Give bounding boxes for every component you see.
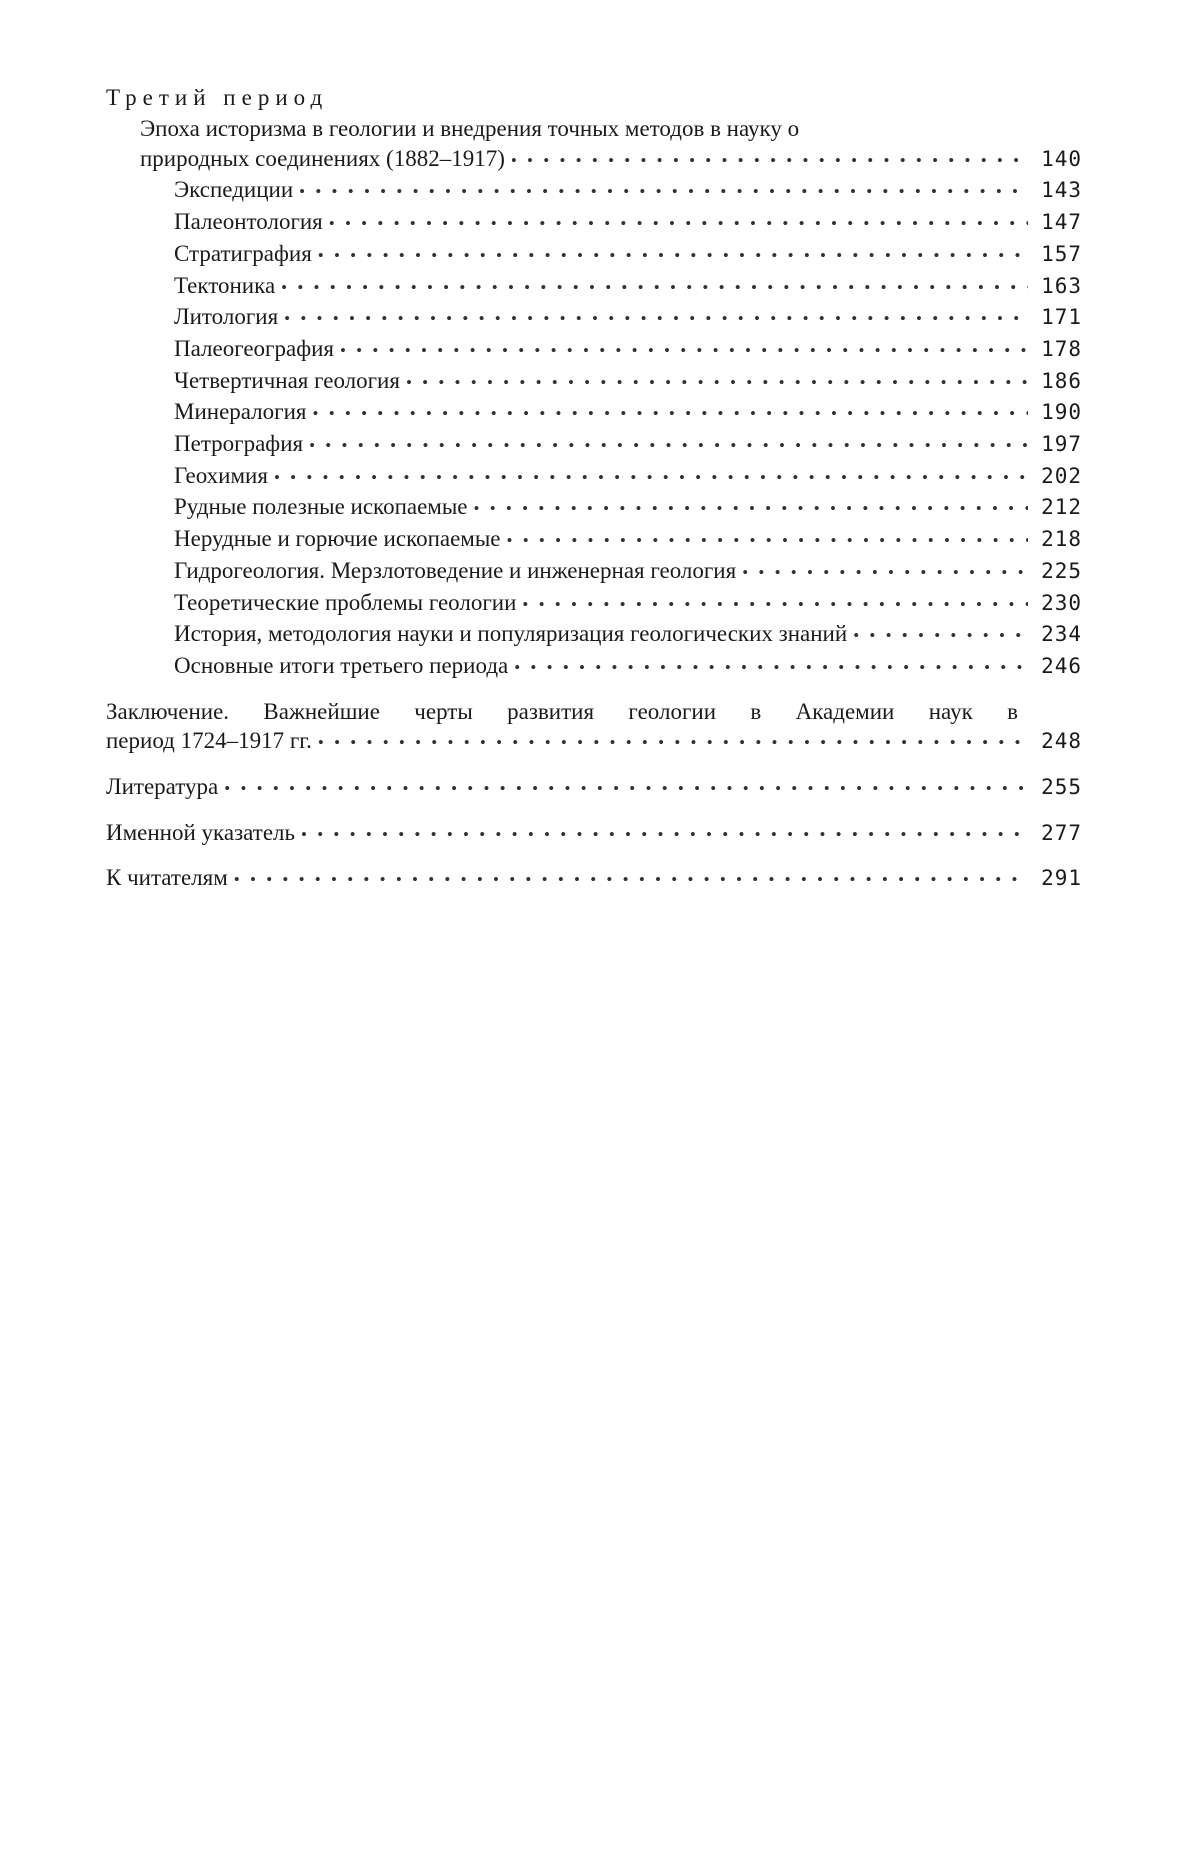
page-number: 230: [1041, 590, 1082, 615]
dot-leader: [309, 431, 1028, 461]
dot-leader: [234, 865, 1028, 895]
toc-entry: [106, 239, 1082, 271]
dot-leader: [329, 209, 1028, 239]
page-number: 202: [1041, 463, 1082, 488]
conclusion-entry: [106, 697, 1082, 758]
entry-label: История, методология науки и популяризация геологических знаний: [174, 621, 848, 647]
toc-entry: [106, 175, 1082, 207]
period-entry-label: природных соединениях (1882–1917): [140, 145, 505, 171]
toc-entry: [106, 651, 1082, 683]
toc-entry: [106, 588, 1082, 620]
toc-entry: [106, 271, 1082, 303]
dot-leader: [318, 241, 1028, 271]
dot-leader: [313, 399, 1029, 429]
page-number: 143: [1041, 178, 1082, 203]
page-number: 255: [1041, 775, 1082, 800]
page-number: 218: [1041, 527, 1082, 552]
page-number: 197: [1041, 432, 1082, 457]
dot-leader: [853, 621, 1028, 651]
page-number: 225: [1041, 558, 1082, 583]
entry-label: Гидрогеология. Мерзлотоведение и инженерная геология: [174, 557, 737, 583]
page-number: 277: [1041, 820, 1082, 845]
conclusion-line2: [106, 726, 1082, 758]
entry-label: Нерудные и горючие ископаемые: [174, 526, 501, 552]
period-heading: Третий период: [106, 85, 329, 110]
entry-label: Петрография: [174, 431, 304, 457]
toc-entry: [106, 207, 1082, 239]
page-number: 140: [1041, 146, 1082, 171]
entry-label: Основные итоги третьего периода: [174, 652, 509, 678]
dot-leader: [299, 177, 1028, 207]
toc-entry-literature: [106, 772, 1082, 804]
dot-leader: [507, 526, 1028, 556]
entry-label: Минералогия: [174, 399, 307, 425]
entry-label: Теоретические проблемы геологии: [174, 589, 517, 615]
dot-leader: [274, 463, 1028, 493]
section-list: [106, 175, 1082, 682]
toc-entry: [106, 492, 1082, 524]
toc-entry: [106, 302, 1082, 334]
page-number: 246: [1041, 653, 1082, 678]
page-number: 186: [1041, 368, 1082, 393]
dot-leader: [301, 820, 1028, 850]
dot-leader: [281, 273, 1028, 303]
entry-label: Экспедиции: [174, 177, 294, 203]
page-number: 163: [1041, 273, 1082, 298]
period-entry-line1: Эпоха историзма в геологии и внедрения точных методов в науку о: [140, 116, 800, 141]
toc-entry: [106, 556, 1082, 588]
page-number: 178: [1041, 336, 1082, 361]
table-of-contents: [106, 84, 1082, 895]
dot-leader: [514, 653, 1028, 683]
conclusion-line1: Заключение. Важнейшие черты развития геологии в Академии наук в: [106, 698, 1018, 724]
toc-entry: [106, 619, 1082, 651]
period-entry-line2: [140, 144, 1082, 176]
entry-label: Рудные полезные ископаемые: [174, 494, 468, 520]
entry-label: Палеонтология: [174, 209, 323, 235]
toc-entry: [106, 429, 1082, 461]
toc-entry: [106, 366, 1082, 398]
toc-entry-name-index: [106, 818, 1082, 850]
dot-leader: [742, 558, 1028, 588]
entry-label: Стратиграфия: [174, 240, 312, 266]
entry-label: Именной указатель: [106, 819, 296, 845]
entry-label: К читателям: [106, 865, 228, 891]
dot-leader: [318, 728, 1028, 758]
page-number: 171: [1041, 305, 1082, 330]
toc-entry: [106, 524, 1082, 556]
conclusion-label: период 1724–1917 гг.: [106, 728, 312, 754]
page-number: 291: [1041, 866, 1082, 891]
page-number: 147: [1041, 210, 1082, 235]
entry-label: Тектоника: [174, 272, 276, 298]
dot-leader: [340, 336, 1028, 366]
dot-leader: [522, 590, 1028, 620]
dot-leader: [406, 368, 1028, 398]
page-number: 157: [1041, 241, 1082, 266]
entry-label: Палеогеография: [174, 335, 334, 361]
period-entry: [106, 114, 1082, 175]
dot-leader: [224, 774, 1028, 804]
toc-entry: [106, 461, 1082, 493]
dot-leader: [474, 494, 1028, 524]
toc-entry-to-readers: [106, 863, 1082, 895]
dot-leader: [511, 146, 1028, 176]
toc-entry: [106, 397, 1082, 429]
page-number: 190: [1041, 400, 1082, 425]
page-number: 248: [1041, 729, 1082, 754]
entry-label: Геохимия: [174, 462, 268, 488]
entry-label: Литология: [174, 304, 279, 330]
entry-label: Четвертичная геология: [174, 367, 400, 393]
entry-label: Литература: [106, 774, 219, 800]
toc-entry: [106, 334, 1082, 366]
page-number: 234: [1041, 622, 1082, 647]
dot-leader: [284, 304, 1028, 334]
page-number: 212: [1041, 495, 1082, 520]
